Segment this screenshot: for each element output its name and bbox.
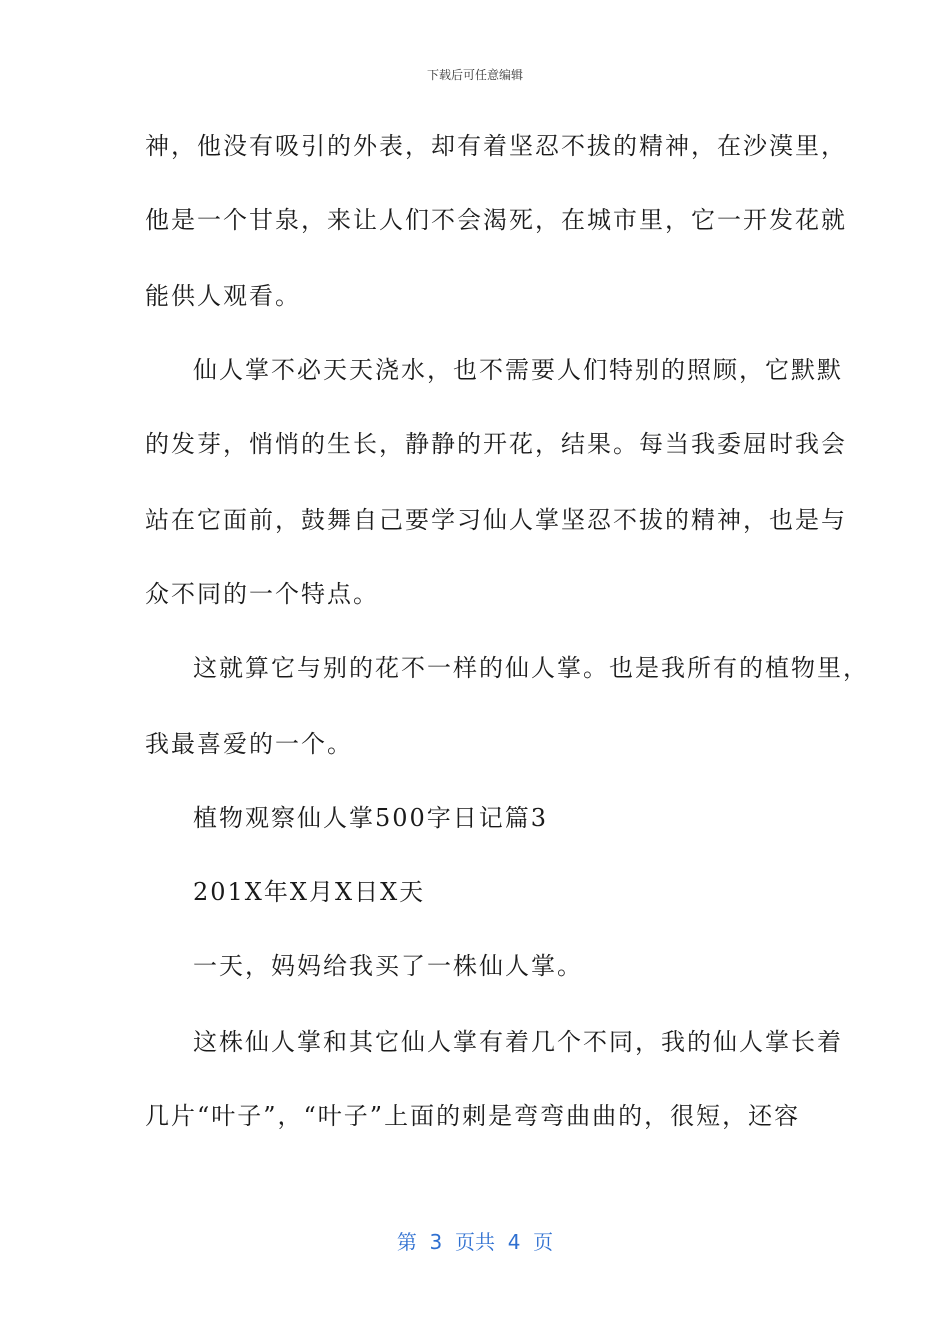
text-line: 仙人掌不必天天浇水，也不需要人们特别的照顾，它默默 [193,356,843,384]
text-line: 几片“叶子”，“叶子”上面的刺是弯弯曲曲的，很短，还容 [145,1102,801,1130]
page-header-note: 下载后可任意编辑 [426,68,523,82]
text-line: 这株仙人掌和其它仙人掌有着几个不同，我的仙人掌长着 [193,1028,843,1056]
text-line: 神，他没有吸引的外表，却有着坚忍不拔的精神，在沙漠里， [145,132,847,160]
text-line: 众不同的一个特点。 [145,580,379,608]
page-number: 第 3 页共 4 页 [396,1230,554,1254]
text-line: 我最喜爱的一个。 [145,730,353,758]
text-line: 一天，妈妈给我买了一株仙人掌。 [193,952,583,980]
section-heading: 植物观察仙人掌500字日记篇3 [193,804,549,832]
text-line: 他是一个甘泉，来让人们不会渴死，在城市里，它一开发花就 [145,206,847,234]
text-line: 站在它面前，鼓舞自己要学习仙人掌坚忍不拔的精神，也是与 [145,506,847,534]
text-line: 这就算它与别的花不一样的仙人掌。也是我所有的植物里， [193,654,869,682]
text-line: 能供人观看。 [145,282,301,310]
text-line: 的发芽，悄悄的生长，静静的开花，结果。每当我委屈时我会 [145,430,847,458]
diary-date: 201X年X月X日X天 [193,878,426,906]
